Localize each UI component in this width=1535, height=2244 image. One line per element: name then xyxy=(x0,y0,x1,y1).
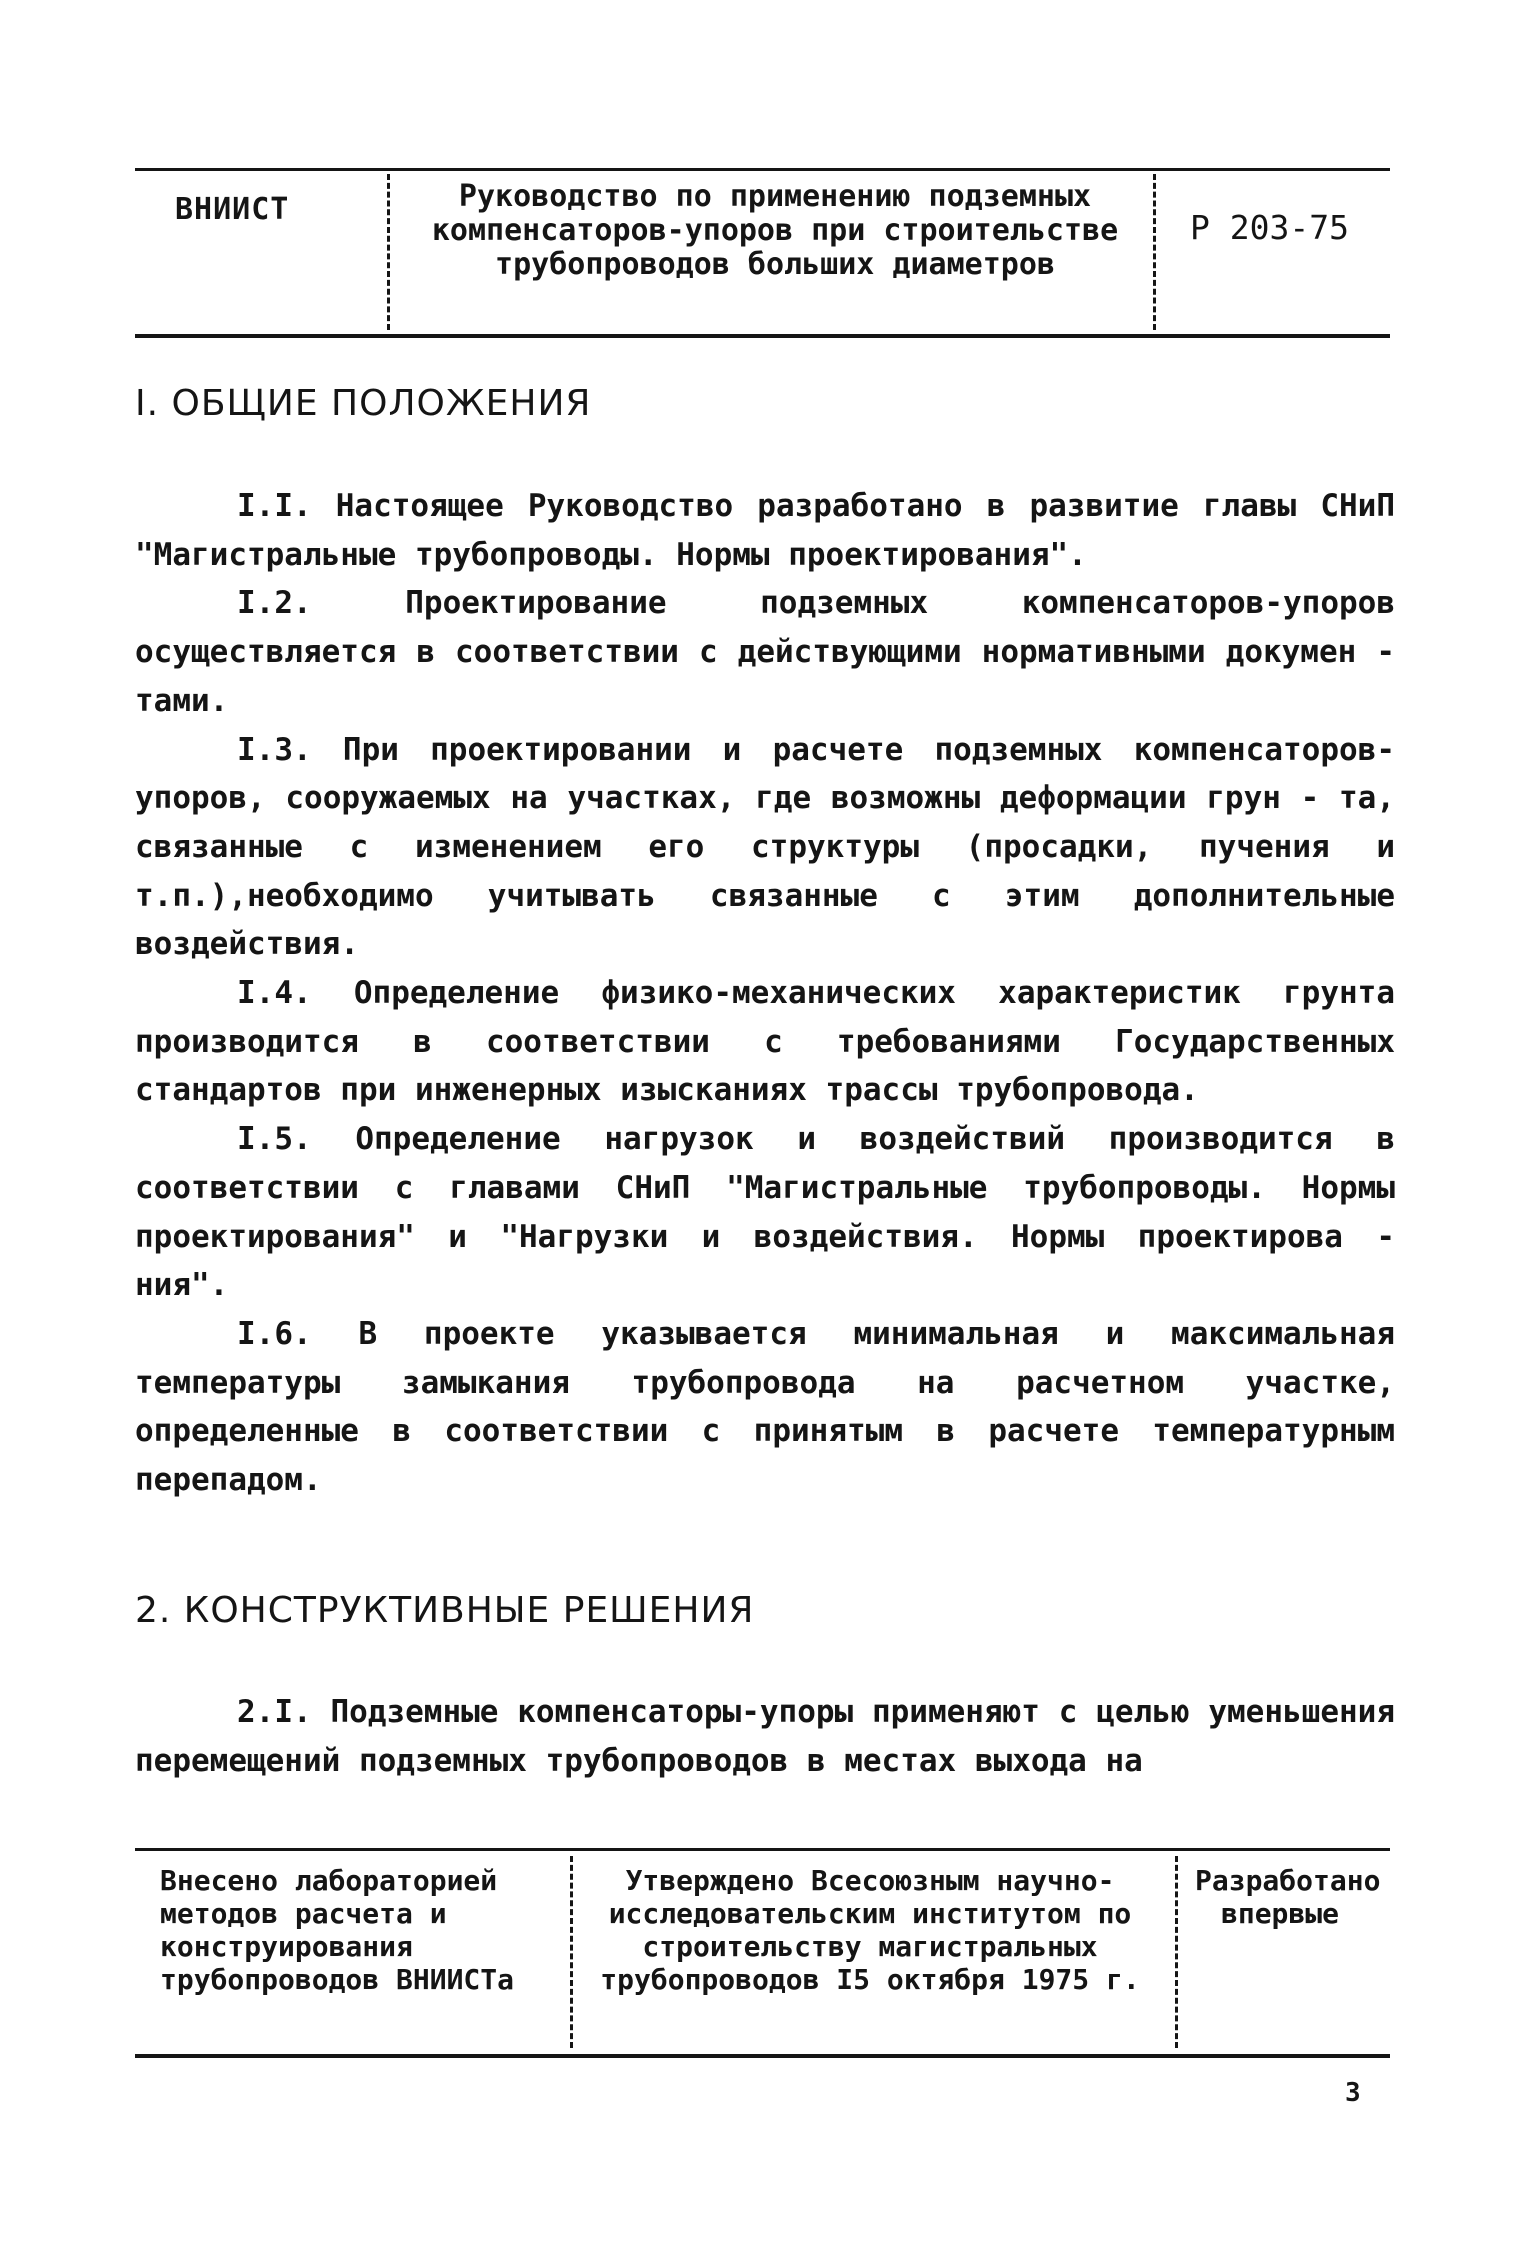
page-number: 3 xyxy=(1345,2078,1361,2108)
document-footer-table xyxy=(135,1848,1390,2058)
header-column-divider xyxy=(387,174,390,330)
paragraph-1-6: I.6. В проекте указывается минимальная и максимальная температуры замыкания трубопровода на расчетном участке, определенные в соответствии с принятым в расчете температурным перепадом. xyxy=(135,1315,1395,1499)
section-1-body xyxy=(135,482,1395,1505)
paragraph-1-5: I.5. Определение нагрузок и воздействий производится в соответствии с главами СНиП "Магистральные трубопроводы. Нормы проектирования" и "Нагрузки и воздействия. Нормы проектирова - ния". xyxy=(135,1121,1395,1304)
footer-submitted-by: Внесено лабораторией методов расчета и конструирования трубопроводов ВНИИСТа xyxy=(160,1864,515,1996)
paragraph-1-4: I.4. Определение физико-механических характеристик грунта производится в соответствии с требованиями Государственных стандартов при инженерных изысканиях трассы трубопровода. xyxy=(135,975,1395,1109)
document-header-table xyxy=(135,168,1390,338)
footer-bottom-rule xyxy=(135,2054,1390,2058)
section-2-body xyxy=(135,1688,1395,1785)
header-bottom-rule xyxy=(135,334,1390,338)
header-document-title: Руководство по применению подземных компенсаторов-упоров при строительстве трубопроводов больших диаметров xyxy=(431,179,1119,282)
footer-developed-note: Разработано впервые xyxy=(1195,1864,1381,1930)
section-2-heading: 2. КОНСТРУКТИВНЫЕ РЕШЕНИЯ xyxy=(135,1590,755,1631)
paragraph-1-2: I.2. Проектирование подземных компенсаторов-упоров осуществляется в соответствии с действующими нормативными докумен - тами. xyxy=(135,585,1395,719)
header-column-divider xyxy=(1153,174,1156,330)
header-document-code: Р 203-75 xyxy=(1190,208,1349,247)
paragraph-1-1: I.I. Настоящее Руководство разработано в развитие главы СНиП "Магистральные трубопроводы. Нормы проектирования". xyxy=(135,488,1395,573)
section-1-heading: I. ОБЩИЕ ПОЛОЖЕНИЯ xyxy=(135,383,592,424)
footer-column-divider xyxy=(1175,1856,1178,2048)
footer-top-rule xyxy=(135,1848,1390,1851)
paragraph-1-3: I.3. При проектировании и расчете подземных компенсаторов-упоров, сооружаемых на участках, где возможны деформации грун - та, связанные с изменением его структуры (просадки, пучения и т.п.),необходимо учитывать связанные с этим дополнительные воздействия. xyxy=(135,731,1395,963)
header-top-rule xyxy=(135,168,1390,171)
header-organization: ВНИИСТ xyxy=(175,192,290,227)
paragraph-2-1: 2.I. Подземные компенсаторы-упоры применяют с целью уменьшения перемещений подземных трубопроводов в местах выхода на xyxy=(135,1694,1395,1779)
footer-approval: Утверждено Всесоюзным научно-исследовательским институтом по строительству магистральных трубопроводов I5 октября 1975 г. xyxy=(600,1864,1140,1996)
footer-column-divider xyxy=(570,1856,573,2048)
